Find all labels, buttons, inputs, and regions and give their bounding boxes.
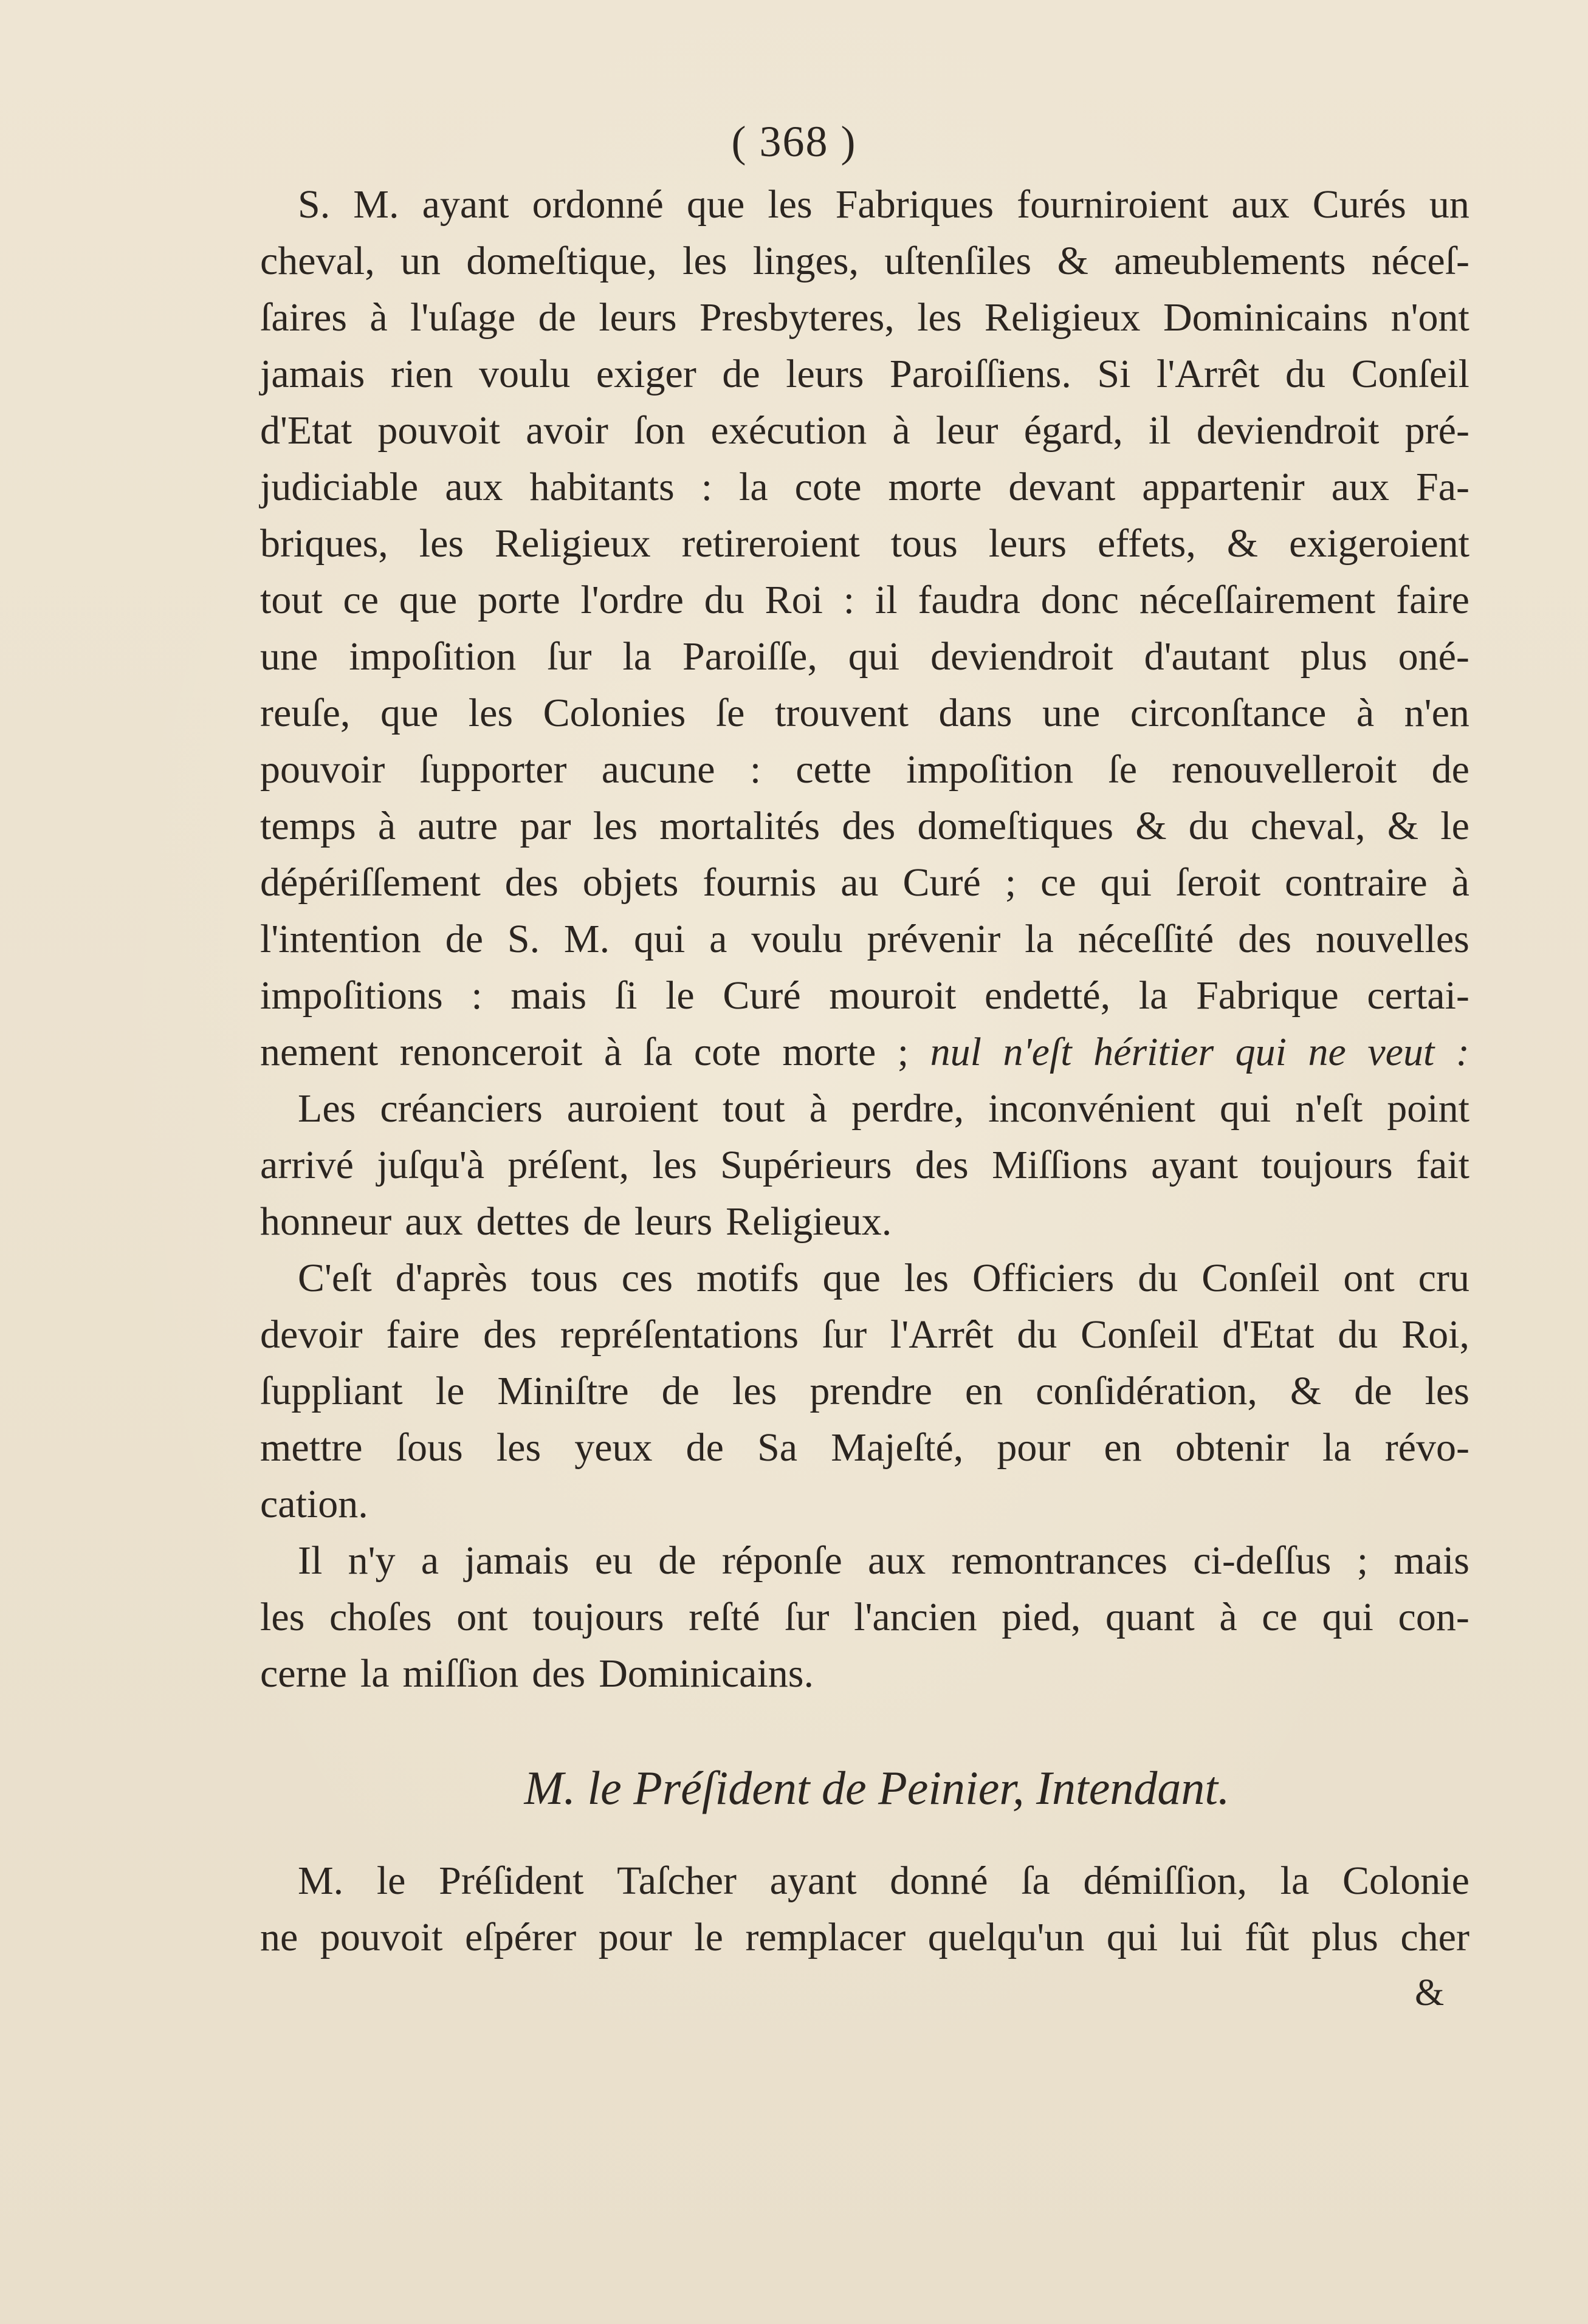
text-line: jamais rien voulu exiger de leurs Paroiſſiens. Si l'Arrêt du Conſeil: [260, 352, 1469, 396]
text-line: une impoſition ſur la Paroiſſe, qui deviendroit d'autant plus oné-: [260, 634, 1469, 679]
section-heading: M. le Préſident de Peinier, Intendant.: [524, 1761, 1230, 1814]
text-line: cation.: [260, 1482, 368, 1526]
paragraph-5: [260, 1853, 1469, 1966]
text-line: arrivé juſqu'à préſent, les Supérieurs des Miſſions ayant toujours fait: [260, 1143, 1469, 1187]
paragraph-2: [260, 1080, 1469, 1250]
main-text: [260, 176, 1469, 1966]
text-line: cheval, un domeſtique, les linges, uſtenſiles & ameublements néceſ-: [260, 239, 1469, 283]
text-line: S. M. ayant ordonné que les Fabriques fourniroient aux Curés un: [298, 182, 1469, 227]
text-line: cerne la miſſion des Dominicains.: [260, 1651, 814, 1696]
text-line: devoir faire des repréſentations ſur l'Arrêt du Conſeil d'Etat du Roi,: [260, 1312, 1469, 1357]
paragraph-1: [260, 176, 1469, 1080]
text-line: Il n'y a jamais eu de réponſe aux remontrances ci-deſſus ; mais: [298, 1538, 1469, 1583]
text-line: tout ce que porte l'ordre du Roi : il faudra donc néceſſairement faire: [260, 578, 1469, 622]
text-line: ſuppliant le Miniſtre de les prendre en conſidération, & de les: [260, 1369, 1469, 1413]
text-line: ne pouvoit eſpérer pour le remplacer quelqu'un qui lui fût plus cher: [260, 1915, 1469, 1959]
text-line: pouvoir ſupporter aucune : cette impoſition ſe renouvelleroit de: [260, 747, 1469, 792]
text-line: M. le Préſident Taſcher ayant donné ſa démiſſion, la Colonie: [298, 1859, 1469, 1903]
paragraph-4: [260, 1532, 1469, 1702]
text-line: Les créanciers auroient tout à perdre, inconvénient qui n'eſt point: [298, 1086, 1469, 1131]
text-line: C'eſt d'après tous ces motifs que les Officiers du Conſeil ont cru: [298, 1256, 1469, 1300]
text-line: dépériſſement des objets fournis au Curé ; ce qui ſeroit contraire à: [260, 860, 1469, 905]
text-line: reuſe, que les Colonies ſe trouvent dans une circonſtance à n'en: [260, 691, 1469, 735]
page-number: ( 368 ): [731, 117, 857, 166]
text-line: honneur aux dettes de leurs Religieux.: [260, 1199, 892, 1244]
text-line: judiciable aux habitants : la cote morte devant appartenir aux Fa-: [260, 465, 1469, 509]
text-line: nement renonceroit à ſa cote morte ; nul n'eſt héritier qui ne veut :: [260, 1030, 1469, 1074]
text-line: briques, les Religieux retireroient tous leurs effets, & exigeroient: [260, 521, 1469, 566]
text-line: temps à autre par les mortalités des domeſtiques & du cheval, & le: [260, 804, 1469, 848]
section-spacer-top: [260, 1702, 1469, 1760]
section-spacer-bottom: [260, 1816, 1469, 1853]
text-line: d'Etat pouvoit avoir ſon exécution à leur égard, il deviendroit pré-: [260, 408, 1469, 453]
text-line: l'intention de S. M. qui a voulu prévenir la néceſſité des nouvelles: [260, 917, 1469, 961]
text-line: les choſes ont toujours reſté ſur l'ancien pied, quant à ce qui con-: [260, 1595, 1469, 1639]
text-line: mettre ſous les yeux de Sa Majeſté, pour en obtenir la révo-: [260, 1425, 1469, 1470]
text-line: ſaires à l'uſage de leurs Presbyteres, les Religieux Dominicains n'ont: [260, 295, 1469, 340]
paragraph-3: [260, 1250, 1469, 1532]
catchword: &: [1415, 1972, 1445, 2014]
text-line: impoſitions : mais ſi le Curé mouroit endetté, la Fabrique certai-: [260, 973, 1469, 1018]
